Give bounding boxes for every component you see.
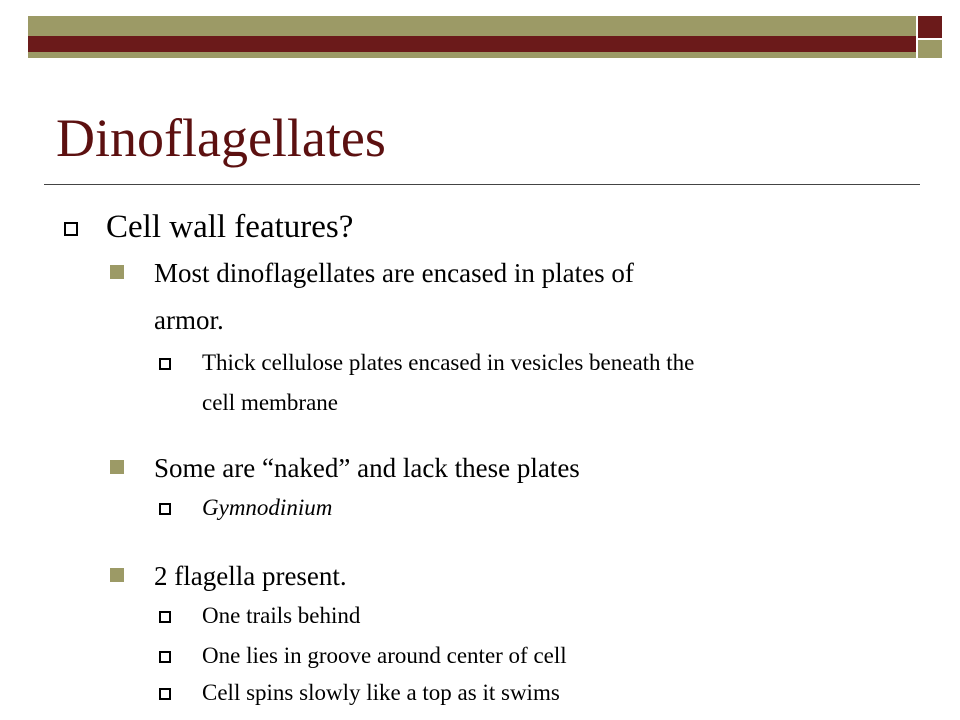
level3-text-line: One trails behind — [202, 603, 361, 628]
hollow-square-icon — [159, 651, 171, 663]
title-underline — [44, 184, 920, 185]
level2-text-line: 2 flagella present. — [154, 561, 347, 591]
level3-text-line: Cell spins slowly like a top as it swims — [202, 680, 560, 705]
hollow-square-icon — [159, 358, 171, 370]
filled-square-icon — [110, 568, 124, 582]
level2-text-line: Some are “naked” and lack these plates — [154, 453, 580, 483]
level3-text-line: Thick cellulose plates encased in vesicles beneath the — [202, 350, 695, 375]
hollow-square-icon — [159, 688, 171, 700]
level3-text-line: cell membrane — [202, 390, 339, 415]
level3-text-line: One lies in groove around center of cell — [202, 643, 567, 668]
header-corner-maroon-block — [918, 16, 942, 38]
hollow-square-icon — [159, 611, 171, 623]
level1-text-cell-wall-features: Cell wall features? — [106, 209, 354, 245]
header-band-olive-bottom — [28, 52, 916, 58]
filled-square-icon — [110, 460, 124, 474]
header-band-maroon — [28, 36, 916, 52]
hollow-square-icon — [159, 503, 171, 515]
header-corner-olive-block — [918, 40, 942, 58]
level2-text-line: Most dinoflagellates are encased in plates of — [154, 258, 634, 288]
filled-square-icon — [110, 265, 124, 279]
hollow-square-icon — [64, 222, 78, 236]
slide-title: Dinoflagellates — [56, 108, 386, 168]
level3-text-gymnodinium: Gymnodinium — [202, 495, 333, 520]
header-band-olive-top — [28, 16, 916, 36]
level2-text-line: armor. — [154, 305, 224, 335]
